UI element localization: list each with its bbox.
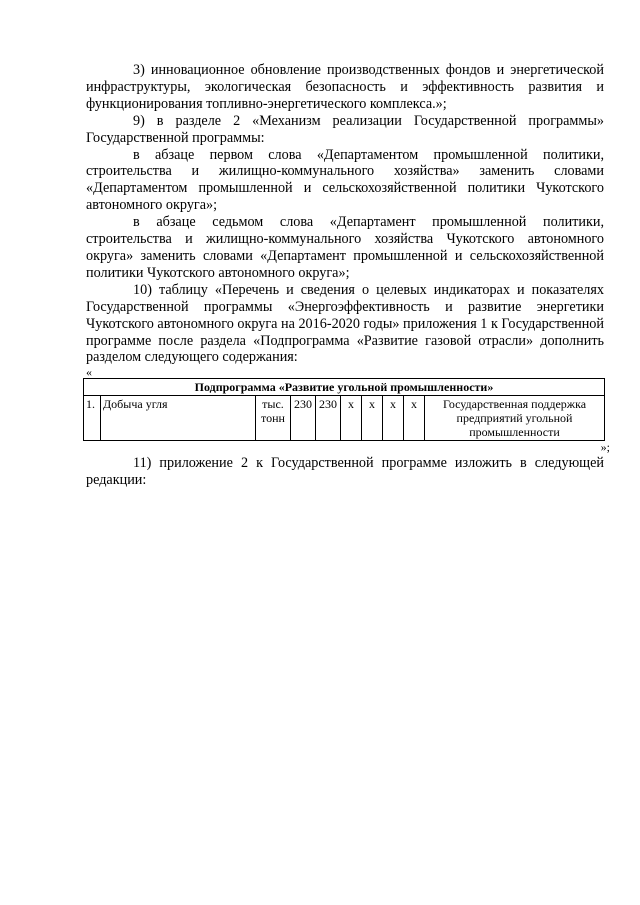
cell-x-3: х (383, 396, 404, 441)
cell-value-2: 230 (316, 396, 341, 441)
cell-value-1: 230 (291, 396, 316, 441)
table-section-title: Подпрограмма «Развитие угольной промышленности» (84, 379, 605, 396)
paragraph-item-9: 9) в разделе 2 «Механизм реализации Государственной программы» Государственной программы: (86, 112, 604, 146)
cell-num: 1. (84, 396, 101, 441)
table-row (84, 396, 605, 441)
paragraph-abzac-seventh: в абзаце седьмом слова «Департамент промышленной политики, строительства и жилищно-коммунального хозяйства Чукотского автономного округа» заменить словами «Департамент промышленной и сельскохозяйственной политики Чукотского автономного округа»; (86, 214, 604, 281)
quote-open: « (86, 365, 92, 380)
table-section-row (84, 379, 605, 396)
cell-x-1: х (341, 396, 362, 441)
document-page (86, 62, 610, 489)
paragraph-item-3: 3) инновационное обновление производственных фондов и энергетической инфраструктуры, экологическая безопасность и эффективность развития и функционирования топливно-энергетического комплекса.»; (86, 62, 604, 112)
paragraph-item-10: 10) таблицу «Перечень и сведения о целевых индикаторах и показателях Государственной программы «Энергоэффективность и развитие энергетики Чукотского автономного округа на 2016-2020 годы» приложения 1 к Государственной программе после раздела «Подпрограмма «Развитие газовой отрасли» дополнить разделом следующего содержания: (86, 281, 604, 366)
cell-unit: тыс. тонн (256, 396, 291, 441)
quote-close: »; (600, 440, 610, 455)
paragraph-item-11: 11) приложение 2 к Государственной программе изложить в следующей редакции: (86, 455, 604, 489)
cell-x-2: х (362, 396, 383, 441)
cell-description: Государственная поддержка предприятий угольной промышленности (425, 396, 605, 441)
cell-name: Добыча угля (101, 396, 256, 441)
indicators-table (83, 378, 605, 441)
paragraph-abzac-first: в абзаце первом слова «Департаментом промышленной политики, строительства и жилищно-коммунального хозяйства» заменить словами «Департаментом промышленной и сельскохозяйственной политики Чукотского автономного округа»; (86, 146, 604, 214)
cell-x-4: х (404, 396, 425, 441)
